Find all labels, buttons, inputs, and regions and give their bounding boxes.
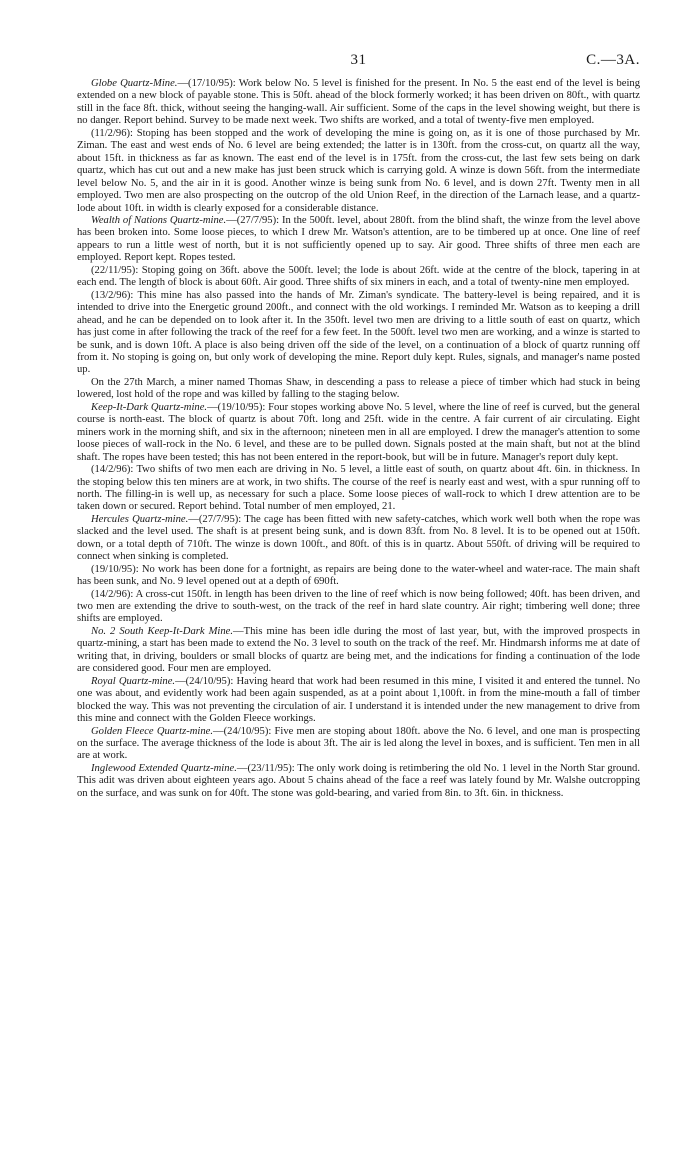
paragraph-hercules-1 xyxy=(77,514,640,564)
paragraph-no2-south xyxy=(77,626,640,676)
paragraph-wealth-1 xyxy=(77,215,640,265)
paragraph-keep-it-dark-2 xyxy=(77,464,640,514)
paragraph-keep-it-dark-1 xyxy=(77,402,640,464)
paragraph-text: (11/2/96): Stoping has been stopped and the work of developing the mine is going on, as it is one of those purchased by Mr. Ziman. The east and west ends of No. 6 level are being extended; the latter is in 130ft. from the cross-cut, on quartz all the way, about 15ft. in thickness as far as known. The east end of the level is in 175ft. from the cross-cut, the last few sets being on dark quartz, which has cut out and a new make has just been struck which is carrying gold. A winze is down 56ft. from the intermediate level below No. 5, and the air in it is good. Another winze is being sunk from No. 6 level, and is down 27ft. Twenty men in all employed. Two men are also prospecting on the outcrop of the old Union Reef, in the direction of the Larnach lease, and a quartz-lode about 10ft. in width is clearly exposed for a considerable distance. xyxy=(77,127,640,214)
paragraph-golden-fleece xyxy=(77,726,640,763)
mine-name: Hercules Quartz-mine. xyxy=(91,513,189,525)
paragraph-hercules-2 xyxy=(77,564,640,589)
paragraph-text: (14/2/96): A cross-cut 150ft. in length has been driven to the line of reef which is now being followed; 40ft. has been driven, and two men are extending the drive to south-west, on the track of the reef in hard slate country. Air right; timbering well done; three shifts are employed. xyxy=(77,588,640,625)
paragraph-text: (19/10/95): No work has been done for a fortnight, as repairs are being done to the water-wheel and water-race. The main shaft has been sunk, and No. 9 level opened out at a depth of 690ft. xyxy=(77,563,640,588)
mine-name: No. 2 South Keep-It-Dark Mine. xyxy=(91,625,234,637)
mine-name: Keep-It-Dark Quartz-mine. xyxy=(91,401,208,413)
paragraph-hercules-3 xyxy=(77,589,640,626)
paragraph-text: —(27/7/95): The cage has been fitted with new safety-catches, which work well both when the rope was slacked and the level used. The shaft is at present being sunk, and is down 83ft. from No. 8 level. It is to be opened out at 150ft. down, or a total depth of 710ft. The winze is down 100ft., and 80ft. of this is in quartz. About 550ft. of driving will be required to connect when sinking is completed. xyxy=(77,513,641,563)
paragraph-text: (14/2/96): Two shifts of two men each are driving in No. 5 level, a little east of south, on quartz about 4ft. 6in. in thickness. In the stoping below this ten miners are at work, in two shifts. The course of the reef is nearly east and west, with a spur running off to north. The filling-in is well up, as necessary for such a place. Some loose pieces of wall-rock to which I drew attention are to be taken down or secured. Report behind. Total number of men employed, 21. xyxy=(77,464,640,513)
mine-name: Inglewood Extended Quartz-mine. xyxy=(91,762,237,774)
paragraph-wealth-2 xyxy=(77,265,640,290)
paragraph-text: On the 27th March, a miner named Thomas Shaw, in descending a pass to release a piece of timber which had stuck in being lowered, lost hold of the rope and was killed by falling to the staging below. xyxy=(77,376,640,401)
paragraph-text: —(27/7/95): In the 500ft. level, about 280ft. from the blind shaft, the winze from the level above has been broken into. Some loose pieces, to which I drew Mr. Watson's attention, are to be timbered up at once. One line of reef appears to run a little west of north, but it is not sufficiently opened up to say. Air good. Three shifts of three men each are employed. Report kept. Ropes tested. xyxy=(77,214,641,264)
paragraph-royal xyxy=(77,676,640,726)
paragraph-globe-2 xyxy=(77,128,640,215)
mine-name: Golden Fleece Quartz-mine. xyxy=(91,725,214,737)
paragraph-text: —This mine has been idle during the most of last year, but, with the improved prospects in quartz-mining, a start has been made to extend the No. 3 level to south on the track of the reef. Mr. Hindmarsh informs me at date of writing that, in driving, boulders or small blocks of quartz are being met, and the indications for finding a continuation of the lode are considered good. Four men are employed. xyxy=(77,625,640,675)
mine-name: Wealth of Nations Quartz-mine. xyxy=(91,214,227,226)
paragraph-text: —(24/10/95): Having heard that work had been resumed in this mine, I visited it and entered the tunnel. No one was about, and evidently work had been again suspended, as at a point about 1,100ft. in from the mine-mouth a fall of timber blocked the way. This was not preventing the circulation of air. I understand it is intended under the new management to drive from this mine and connect with the Golden Fleece workings. xyxy=(77,675,640,725)
page-reference: C.—3A. xyxy=(586,52,640,68)
paragraph-text: —(19/10/95): Four stopes working above No. 5 level, where the line of reef is curved, but the general course is north-east. The block of quartz is about 70ft. long and 25ft. wide in the centre. A fair current of air circulating. Eight miners work in the morning shift, and six in the afternoon; nineteen men in all are employed. I drew the manager's attention to some loose pieces of wall-rock in the No. 6 level, and these are to be pulled down. Signals posted at the main shaft, but not at the blind shaft. The ropes have been tested; this has not been entered in the report-book, but will be in future. Manager's report duly kept. xyxy=(77,401,640,463)
paragraph-text: (22/11/95): Stoping going on 36ft. above the 500ft. level; the lode is about 26ft. wide at the centre of the block, tapering in at each end. The length of block is about 60ft. Air good. Three shifts of six miners in each, and a total of twenty-nine men employed. xyxy=(77,264,640,289)
paragraph-text: (13/2/96): This mine has also passed into the hands of Mr. Ziman's syndicate. The battery-level is being repaired, and it is intended to drive into the Energetic ground 200ft., and connect with the old workings. I reminded Mr. Watson as to keeping a drill ahead, and he can be depended on to look after it. In the 350ft. level two men are driving to a little south of east on quartz, which has just come in after following the track of the reef for a few feet. In the 500ft. level two men are working, and a winze is started to be sunk, and is down 10ft. A place is also being driven off the side of the level, on a continuation of a block of quartz running off from it. No stoping is going on, but only work of developing the mine. Report duly kept. Rules, signals, and manager's name posted up. xyxy=(77,289,640,376)
mine-name: Royal Quartz-mine. xyxy=(91,675,176,687)
paragraph-accident xyxy=(77,377,640,402)
document-page xyxy=(77,52,640,800)
paragraph-inglewood xyxy=(77,763,640,800)
paragraph-text: —(24/10/95): Five men are stoping about 180ft. above the No. 6 level, and one man is prospecting on the surface. The average thickness of the lode is about 3ft. The air is led along the level in boxes, and is sufficient. Ten men in all are at work. xyxy=(77,725,640,762)
page-header xyxy=(77,52,640,78)
paragraph-wealth-3 xyxy=(77,290,640,377)
paragraph-text: —(23/11/95): The only work doing is retimbering the old No. 1 level in the North Star ground. This adit was driven about eighteen years ago. About 5 chains ahead of the face a reef was lately found by Mr. Walshe outcropping on the surface, and was sunk on for 40ft. The stone was gold-bearing, and varied from 8in. to 3ft. 6in. in thickness. xyxy=(77,762,640,799)
report-body xyxy=(77,78,640,800)
mine-name: Globe Quartz-Mine. xyxy=(91,78,178,89)
page-number: 31 xyxy=(350,52,367,68)
paragraph-globe-1 xyxy=(77,78,640,128)
paragraph-text: —(17/10/95): Work below No. 5 level is finished for the present. In No. 5 the east end of the level is being extended on a new block of payable stone. This is 50ft. ahead of the block formerly worked; it has been driven on 80ft., with quartz still in the face 8ft. thick, without seeing the hanging-wall. Air sufficient. Some of the caps in the level showing weight, but there is no danger. Report behind. Survey to be made next week. Two shifts are worked, and a total of twenty-five men employed. xyxy=(77,78,640,127)
